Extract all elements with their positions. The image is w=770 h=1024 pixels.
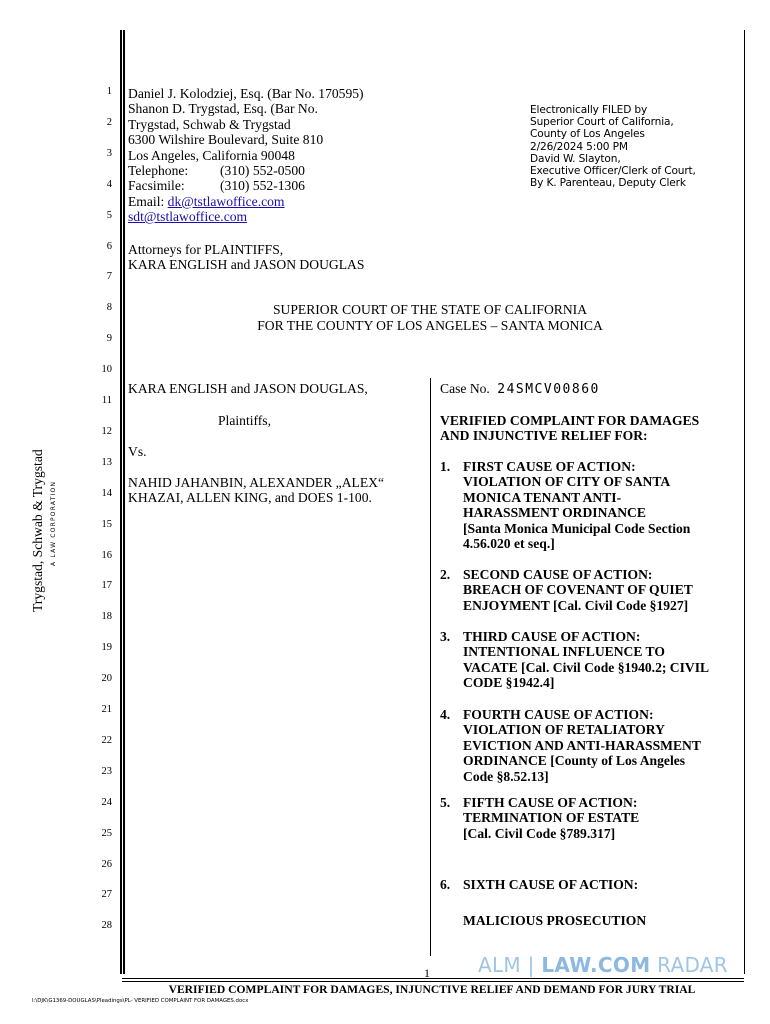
firm-name: Trygstad, Schwab & Trygstad: [128, 116, 291, 132]
line-number: 7: [106, 271, 112, 283]
cause-line: ORDINANCE [County of Los Angeles: [463, 753, 686, 769]
attorney-block: [128, 86, 364, 225]
cause-line: HARASSMENT ORDINANCE: [463, 505, 646, 521]
line-number: 26: [101, 858, 112, 870]
caption-divider: [430, 378, 431, 956]
sidebar-corporation: A LAW CORPORATION: [50, 480, 57, 566]
footer-rule-top: [122, 978, 744, 979]
line-number: 11: [101, 395, 112, 406]
cause-line: FOURTH CAUSE OF ACTION:: [463, 707, 654, 722]
footer-rule-bottom: [122, 981, 744, 982]
facsimile-number: (310) 552-1306: [220, 178, 305, 194]
email-line-2: [128, 209, 364, 224]
caption-plaintiffs: KARA ENGLISH and JASON DOUGLAS,: [128, 381, 368, 396]
cause-line: VIOLATION OF RETALIATORY: [463, 722, 665, 738]
cause-line: FIFTH CAUSE OF ACTION:: [463, 795, 638, 810]
line-number: 22: [101, 734, 112, 746]
cause-line: 4.56.020 et seq.]: [463, 536, 555, 552]
line-number: 10: [101, 364, 112, 376]
line-number: 25: [101, 827, 112, 839]
cause-number: 5.: [440, 795, 451, 810]
attorney-name-1: Daniel J. Kolodziej, Esq. (Bar No. 170595): [128, 86, 364, 101]
cause-line: INTENTIONAL INFLUENCE TO: [463, 644, 665, 660]
caption-plaintiffs-label: Plaintiffs,: [218, 413, 271, 428]
cause-line: SECOND CAUSE OF ACTION:: [463, 567, 653, 582]
cause-line: BREACH OF COVENANT OF QUIET: [463, 582, 693, 598]
caption-defendants: [128, 475, 384, 506]
cause-text: [463, 459, 748, 551]
line-number: 23: [101, 765, 112, 777]
line-number: 14: [101, 487, 112, 499]
cause-text: [463, 795, 748, 841]
footer-title: VERIFIED COMPLAINT FOR DAMAGES, INJUNCTIVE RELIEF AND DEMAND FOR JURY TRIAL: [168, 983, 696, 996]
line-number: 5: [106, 209, 112, 221]
cause-number: 3.: [440, 629, 451, 644]
case-number: 24SMCV00860: [497, 382, 600, 397]
line-number: 3: [106, 147, 112, 159]
cause-line: Code §8.52.13]: [463, 768, 549, 784]
line-number: 15: [101, 518, 112, 530]
cause-line: [Santa Monica Municipal Code Section: [463, 520, 691, 536]
cause-line: CODE §1942.4]: [463, 675, 555, 691]
line-number: 21: [101, 704, 112, 715]
line-number: 13: [101, 456, 112, 468]
complaint-title: [440, 413, 699, 444]
attorneys-for-block: [128, 242, 364, 273]
cause-number: 2.: [440, 567, 451, 582]
court-line-2: FOR THE COUNTY OF LOS ANGELES – SANTA MONICA: [257, 318, 603, 333]
cause-line: ENJOYMENT [Cal. Civil Code §1927]: [463, 597, 689, 613]
email-line: Email: dk@tstlawoffice.com: [128, 193, 285, 209]
caption-defendants-line-1: NAHID JAHANBIN, ALEXANDER „ALEX“: [128, 475, 384, 490]
line-number: 4: [106, 178, 112, 190]
cause-text: [463, 629, 748, 691]
left-margin-rule-outer: [120, 30, 122, 974]
line-number: 28: [101, 920, 112, 932]
telephone-number: (310) 552-0500: [220, 162, 305, 178]
cause-text: [463, 707, 748, 784]
filing-stamp-line: Superior Court of California,: [530, 116, 674, 129]
line-number: 16: [101, 549, 112, 561]
filing-stamp-line: David W. Slayton,: [530, 152, 621, 165]
attorney-name-2: Shanon D. Trygstad, Esq. (Bar No.: [128, 101, 318, 117]
line-number: 20: [101, 673, 112, 685]
filing-stamp-line: By K. Parenteau, Deputy Clerk: [530, 177, 686, 190]
filing-stamp-line: Electronically FILED by: [530, 104, 648, 116]
address-line-1: 6300 Wilshire Boulevard, Suite 810: [128, 132, 324, 148]
cause-text: [463, 567, 748, 613]
cause-line: TERMINATION OF ESTATE: [463, 810, 640, 826]
attorneys-for-line-1: Attorneys for PLAINTIFFS,: [128, 242, 284, 257]
cause-line: SIXTH CAUSE OF ACTION:: [463, 877, 639, 892]
alm-lawcom-radar-watermark: ALM | LAW.COM RADAR: [478, 953, 728, 977]
line-number: 2: [106, 116, 112, 128]
line-number: 9: [106, 333, 112, 345]
cause-text: [463, 877, 748, 892]
case-number-label: Case No.: [440, 381, 490, 396]
caption-vs: Vs.: [128, 444, 147, 459]
line-number: 6: [106, 240, 112, 252]
cause-number: 1.: [440, 459, 451, 474]
filing-stamp-line: County of Los Angeles: [530, 128, 645, 141]
cause-line: FIRST CAUSE OF ACTION:: [463, 459, 636, 474]
filing-stamp-line: 2/26/2024 5:00 PM: [530, 140, 628, 153]
cause-number: 4.: [440, 707, 451, 722]
line-number: 24: [101, 796, 112, 808]
cause-line: [Cal. Civil Code §789.317]: [463, 825, 616, 841]
cause-line: EVICTION AND ANTI-HARASSMENT: [463, 737, 701, 753]
sidebar-firm-name: Trygstad, Schwab & Trygstad: [30, 449, 45, 612]
cause-line: VIOLATION OF CITY OF SANTA: [463, 474, 671, 490]
line-number: 1: [106, 86, 112, 97]
line-number: 19: [101, 642, 112, 654]
page-number: 1: [424, 966, 430, 980]
email-link-1[interactable]: dk@tstlawoffice.com: [167, 193, 285, 209]
cause-line: VACATE [Cal. Civil Code §1940.2; CIVIL: [463, 659, 710, 675]
line-number: 8: [106, 302, 112, 314]
line-number: 27: [101, 889, 112, 901]
firm-sidebar: [30, 449, 57, 612]
complaint-title-line-1: VERIFIED COMPLAINT FOR DAMAGES: [440, 413, 700, 428]
filing-stamp: [530, 104, 696, 189]
case-number-line: [440, 381, 600, 397]
line-number: 18: [101, 611, 112, 623]
email-link-2[interactable]: sdt@tstlawoffice.com: [128, 209, 248, 225]
facsimile-line: Facsimile: (310) 552-1306: [128, 178, 305, 194]
left-margin-rule-inner: [123, 30, 125, 974]
cause-number: 6.: [440, 877, 451, 892]
cause-6-title: MALICIOUS PROSECUTION: [463, 913, 647, 928]
cause-line: MONICA TENANT ANTI-: [463, 489, 622, 505]
address-line-2: Los Angeles, California 90048: [128, 147, 295, 163]
caption-defendants-line-2: KHAZAI, ALLEN KING, and DOES 1-100.: [128, 490, 372, 506]
footer-file-path: I:\DJK\G1369-DOUGLAS\Pleadings\PL- VERIFIED COMPLAINT FOR DAMAGES.docx: [32, 998, 249, 1004]
court-heading: [120, 302, 740, 334]
telephone-line: Telephone: (310) 552-0500: [128, 162, 305, 178]
court-line-1: SUPERIOR COURT OF THE STATE OF CALIFORNIA: [272, 302, 588, 317]
line-number: 12: [101, 425, 112, 437]
line-number: 17: [101, 580, 112, 592]
complaint-title-line-2: AND INJUNCTIVE RELIEF FOR:: [440, 428, 648, 444]
filing-stamp-line: Executive Officer/Clerk of Court,: [530, 165, 696, 178]
attorneys-for-line-2: KARA ENGLISH and JASON DOUGLAS: [128, 257, 365, 273]
cause-line: THIRD CAUSE OF ACTION:: [463, 629, 641, 644]
